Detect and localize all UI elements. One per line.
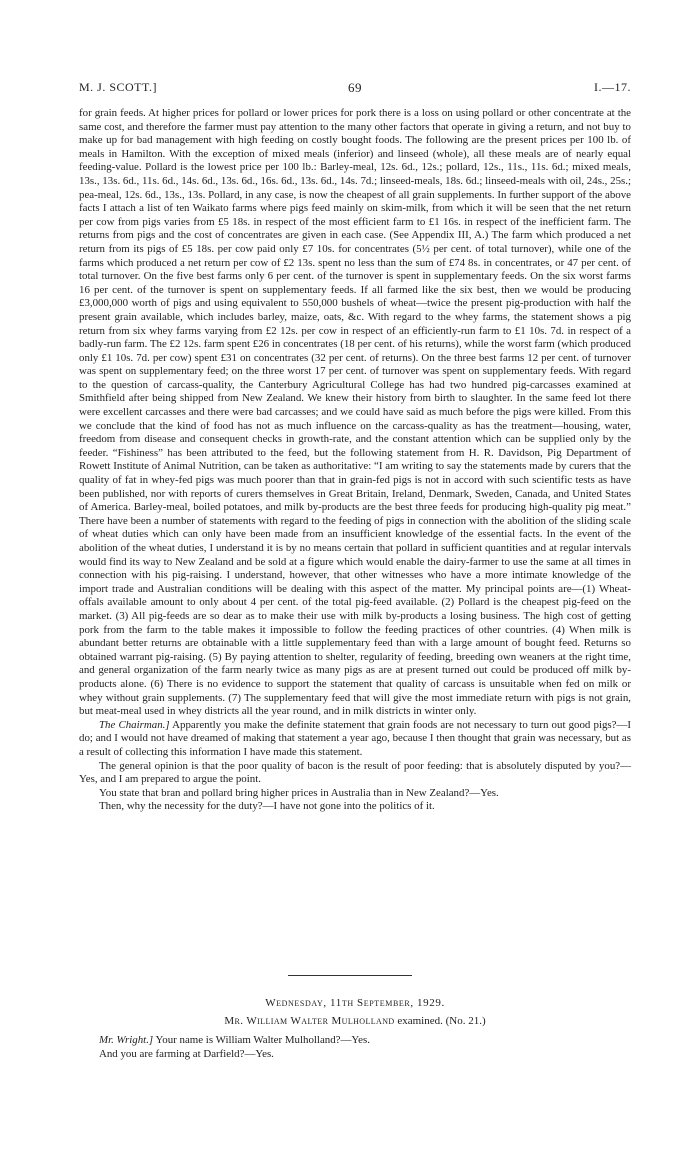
chairman-text: Apparently you make the definite statement that grain foods are not necessary to turn out good pigs?—I do; and I would not have dreamed of making that statement a year ago, because I then thought that grain was necessary, but as a result of collecting this information I have made this statement. [79,718,632,758]
speaker-label: Mr. Wright.] [99,1034,154,1046]
page-number: 69 [348,80,362,95]
examination-text [79,1034,631,1061]
exchange-paragraph: You state that bran and pollard bring higher prices in Australia than in New Zealand?—Yes. [99,786,499,799]
page-header [79,80,631,96]
witness-examined: examined. (No. 21.) [394,1015,486,1027]
witness-name: Mr. William Walter Mulholland [224,1015,395,1027]
session-date: Wednesday, 11th September, 1929. [265,997,445,1009]
wright-question [79,1034,631,1048]
header-document-ref: I.—17. [594,80,631,94]
header-witness-name: M. J. SCOTT.] [79,80,157,94]
evidence-body [79,107,631,814]
exchange-paragraph: The general opinion is that the poor quality of bacon is the result of poor feeding: that is absolutely disputed by you?—Yes, and I am prepared to argue the point. [79,759,631,786]
chairman-question [79,719,631,760]
evidence-paragraph: for grain feeds. At higher prices for pollard or lower prices for pork there is a loss on using pollard or other concentrate at the same cost, and therefore the farmer must pay attention to the many other factors that operate in giving a return, and not buy to make up for bad management with high feeding on costly bought foods. The following are the present prices per 100 lb. of meals in Hamilton. With the exception of mixed meals (inferior) and linseed (whole), all these meals are of nearly equal feeding-value. Pollard is the lowest price per 100 lb.: Barley-meal, 12s. 6d., 12s.; pollard, 12s., 11s., 11s. 6d.; mixed meals, 13s., 13s. 6d., 11s. 6d., 14s. 6d., 13s. 6d., 16s. 6d., 13s. 6d., 14s. 7d.; linseed-meals, 18s. 6d.; linseed-meals with oil, 24s., 25s.; pea-meal, 12s. 6d., 13s., 13s. Pollard, in any case, is now the cheapest of all grain supplements. In further support of the above facts I attach a list of ten Waikato farms where pigs feed mainly on skim-milk, from which it will be seen that the net return per cow from pigs varies from £5 18s. in respect of the most efficient farm to £1 16s. in respect of the inefficient farm. The returns from pigs and the cost of concentrates are given in each case. (See Appendix III, A.) The farm which produced a net return from its pigs of £5 18s. per cow paid only £7 10s. for concentrates (5½ per cent. of total turnover), while one of the farms which produced a net return per cow of £2 13s. spent no less than the sum of £74 8s. in concentrates, or 47 per cent. of total turnover. On the five best farms only 6 per cent. of the turnover is spent in supplementary feeds. On the six worst farms 16 per cent. of the turnover is spent on supplementary feeds. If all farmed like the six best, then we would be producing £3,000,000 worth of pigs and using equivalent to 550,000 bushels of wheat—twice the present pig-production with half the present grain available, which includes barley, maize, oats, &c. With regard to the whey farms, the statement shows a pig return from six whey farms varying from £2 12s. per cow in respect of an efficiently-run farm to £1 10s. 7d. in respect of a badly-run farm. The £2 12s. farm spent £26 in concentrates (18 per cent. of his returns), while the worst farm (which produced only £1 10s. 7d. per cow) spent £31 on concentrates (32 per cent. of returns). On the three best farms 12 per cent. of turnover was spent on supplementary feed; on the three worst 17 per cent. of turnover was spent on supplementary feeds. With regard to the question of carcass-quality, the Canterbury Agricultural College has had two hundred pig-carcasses examined at Smithfield after being shipped from New Zealand. We knew their history from birth to slaughter. In the same feed lot there were excellent carcasses and there were bad carcasses; and we could have said as much before the pigs were killed. From this we conclude that the kind of food has not as much influence on the carcass-quality as has the treatment—housing, water, freedom from disease and consequent checks in growth-rate, and the constant attention which can be supplied only by the feeder. “Fishiness” has been attributed to the feed, but the following statement from H. R. Davidson, Pig Department of Rowett Institute of Animal Nutrition, can be taken as authoritative: “I am writing to say the statements made by curers that the quality of fat in whey-fed pigs was much poorer than that in grain-fed pigs is not in accord with such scientific tests as have been published, nor with reports of curers themselves in Great Britain, Ireland, Denmark, Sweden, Canada, and United States of America. Barley-meal, boiled potatoes, and milk by-products are the best three feeds for producing high-quality pig meat.” There have been a number of statements with regard to the feeding of pigs in connection with the abolition of the sliding scale of wheat duties which can only have been made from an insufficient knowledge of the essential facts. In the event of the abolition of the wheat duties, I understand it is by no means certain that pollard in sufficient quantities and at regular intervals would find its way to New Zealand and be sold at a figure which would enable the dairy-farmer to use the same at all times in connection with his pig-raising. I understand, however, that other witnesses who have a more intimate knowledge of the import trade and Australian conditions will be dealing with this aspect of the matter. My principal points are—(1) Wheat-offals available amount to only about 4 per cent. of the total pig-feed available. (2) Pollard is the cheapest pig-feed on the market. (3) All pig-feeds are so dear as to make their use with milk by-products a losing business. The high cost of getting pork from the farm to the table makes it impossible to follow the feeding practices of other countries. (4) When milk is abundant better returns are obtainable with a little supplementary feed than with a large amount of bought feed. Returns so obtained warrant pig-raising. (5) By paying attention to shelter, regularity of feeding, breeding own weaners at the right time, and general organization of the farm nearly twice as many pigs as are at present turned out could be produced off milk by-products alone. (6) There is no evidence to support the statement that quality of carcass is unsuitable when fed on milk or whey without grain supplements. (7) The supplementary feed that will give the most immediate return with pigs is not grain, but meat-meal used in whey districts all the year round, and in milk districts in winter only. [79,107,631,718]
exchange-paragraph: Then, why the necessity for the duty?—I have not gone into the politics of it. [99,800,435,813]
exchange-paragraph: And you are farming at Darfield?—Yes. [99,1047,274,1060]
section-divider [288,975,412,976]
speaker-label: The Chairman.] [99,718,170,731]
witness-heading [79,1015,631,1027]
wright-text: Your name is William Walter Mulholland?—Yes. [153,1034,370,1046]
